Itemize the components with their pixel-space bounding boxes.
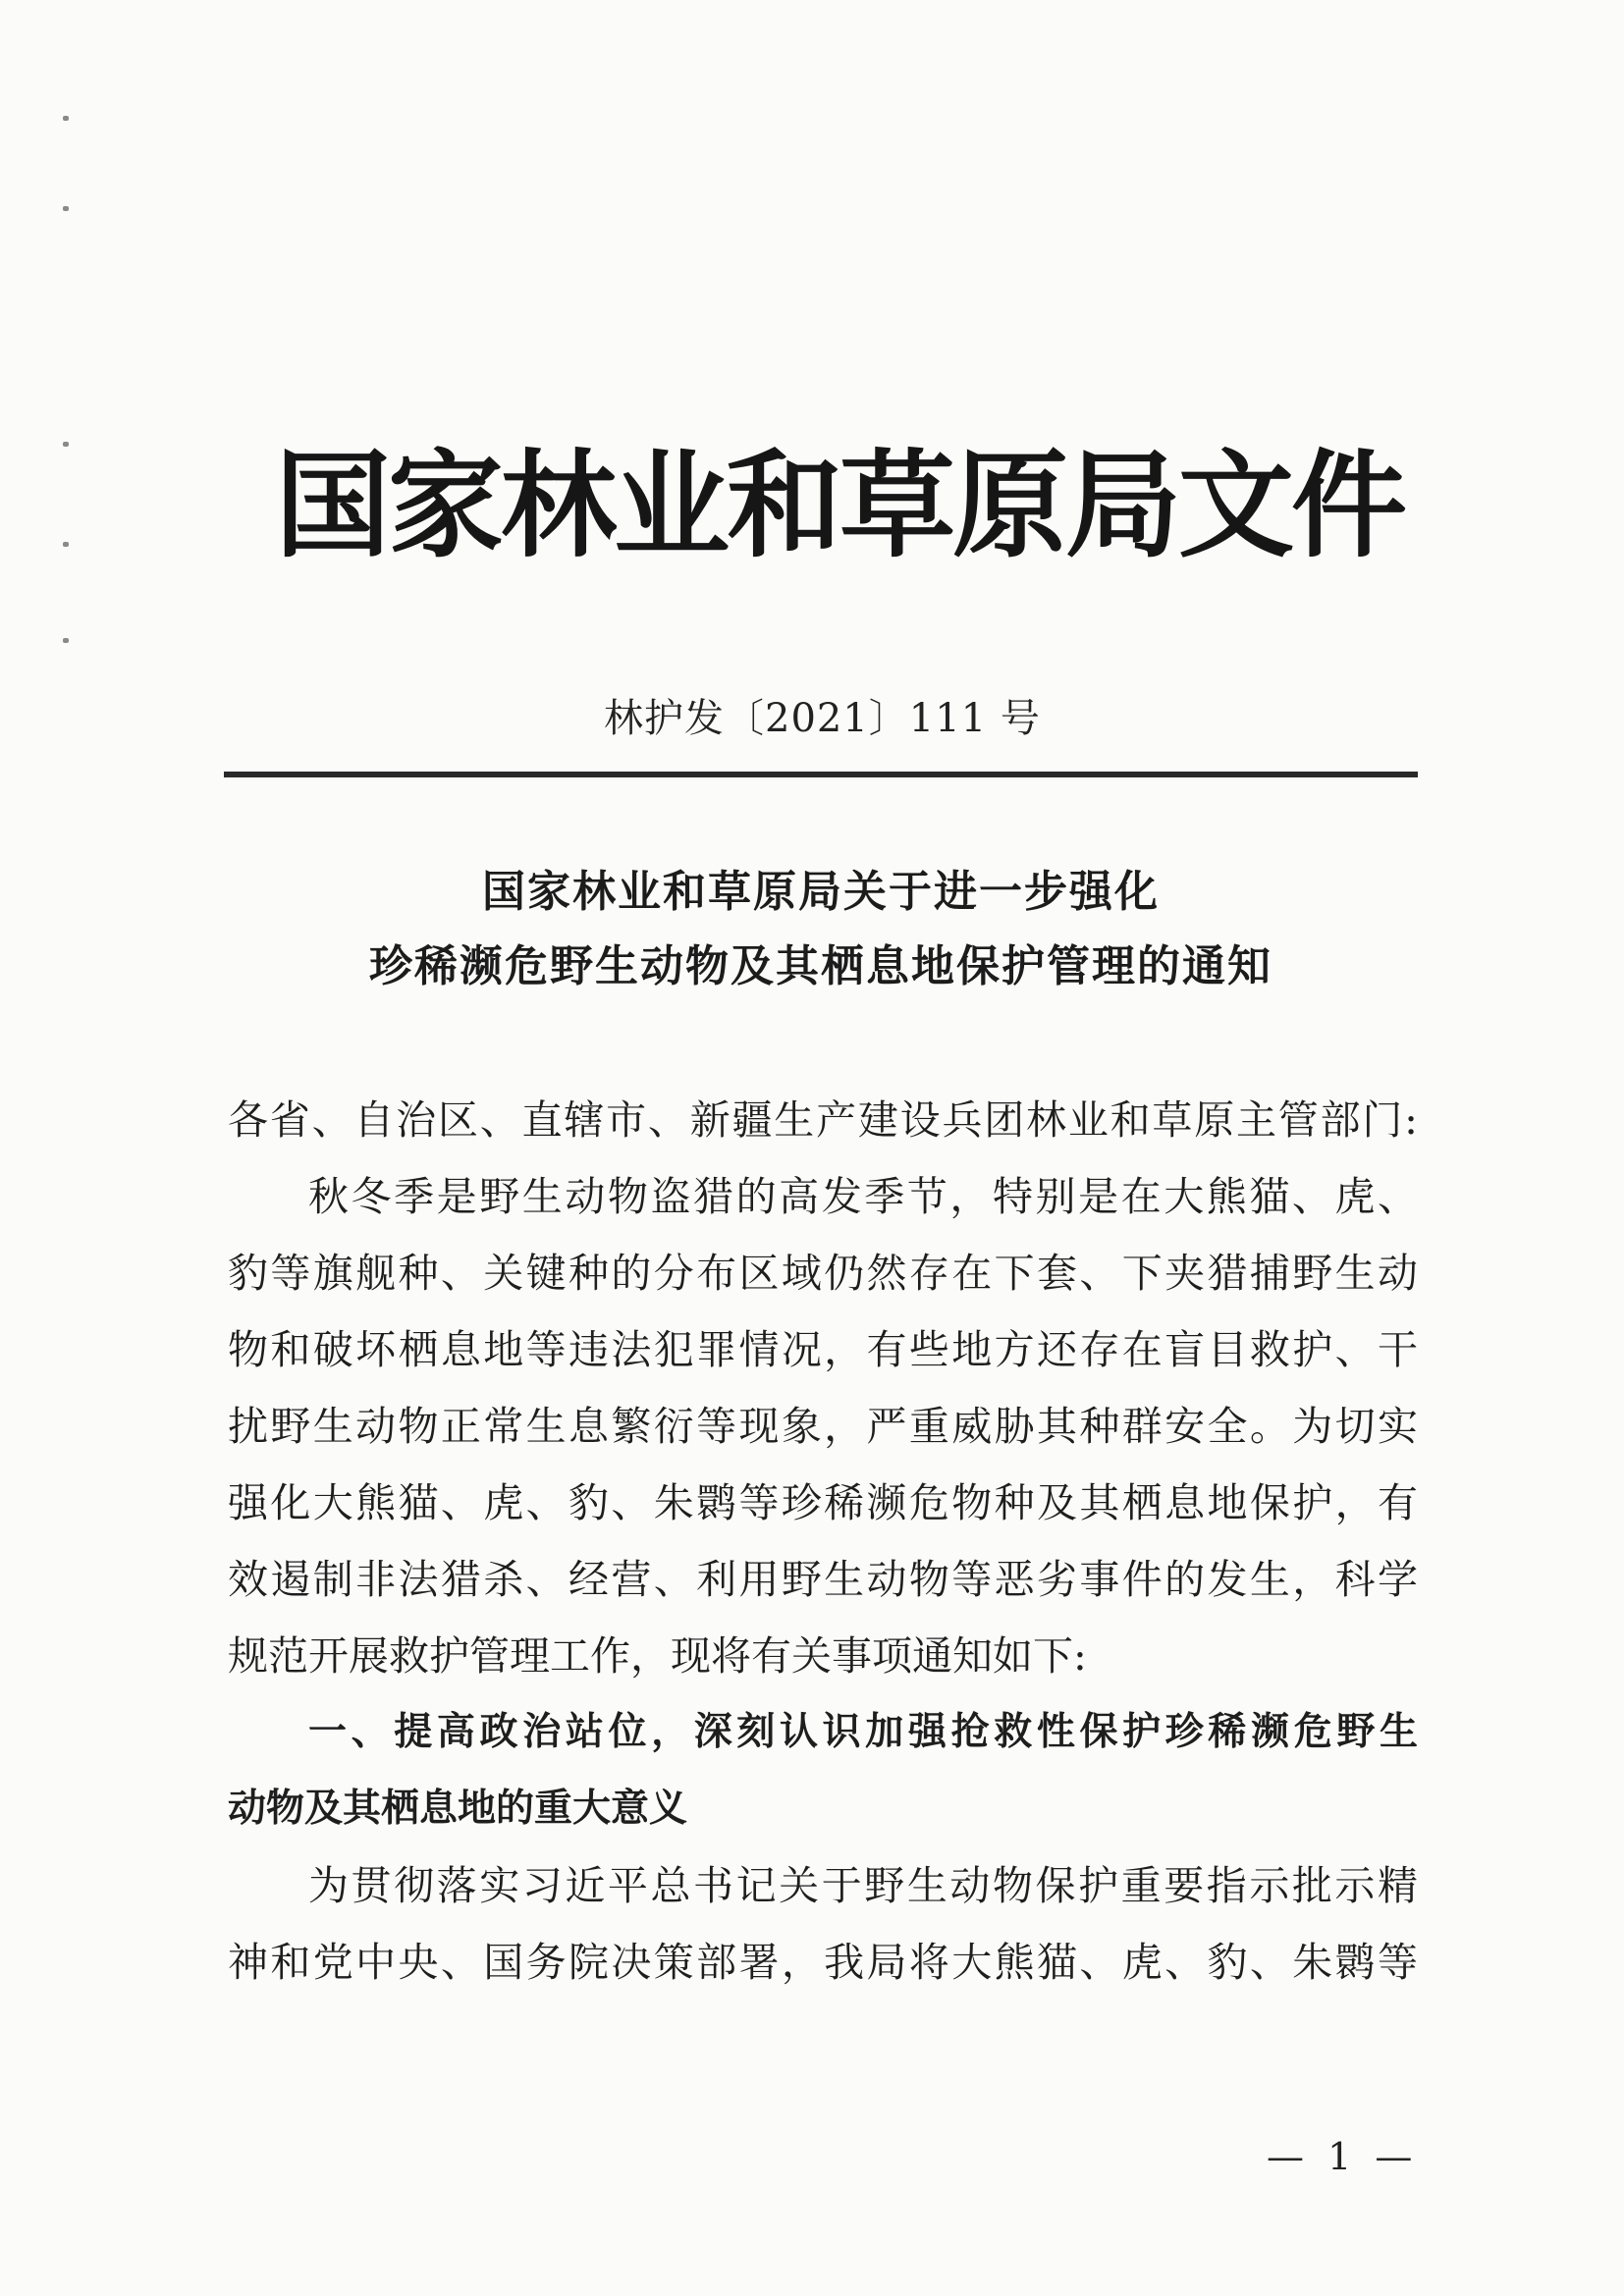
paragraph-line: 强化大熊猫、虎、豹、朱鹮等珍稀濒危物种及其栖息地保护，有 — [228, 1479, 1418, 1526]
document-number: 林护发〔2021〕111 号 — [604, 696, 1041, 741]
paragraph-line: 规范开展救护管理工作，现将有关事项通知如下: — [228, 1632, 1087, 1680]
paragraph-line: 为贯彻落实习近平总书记关于野生动物保护重要指示批示精 — [308, 1862, 1418, 1909]
scan-mark — [63, 442, 69, 447]
scan-mark — [63, 542, 69, 547]
paragraph-line: 物和破坏栖息地等违法犯罪情况，有些地方还存在盲目救护、干 — [228, 1326, 1418, 1373]
scan-mark — [63, 206, 69, 211]
notice-title-line-2: 珍稀濒危野生动物及其栖息地保护管理的通知 — [369, 941, 1272, 991]
section-heading-line: 动物及其栖息地的重大意义 — [228, 1787, 688, 1831]
issuer-header: 国家林业和草原局文件 — [275, 438, 1405, 573]
notice-title-line-1: 国家林业和草原局关于进一步强化 — [482, 867, 1160, 917]
salutation: 各省、自治区、直辖市、新疆生产建设兵团林业和草原主管部门: — [228, 1096, 1418, 1144]
section-heading-line: 一、提高政治站位，深刻认识加强抢救性保护珍稀濒危野生 — [308, 1710, 1418, 1754]
header-divider — [224, 772, 1418, 777]
paragraph-line: 神和党中央、国务院决策部署，我局将大熊猫、虎、豹、朱鹮等 — [228, 1939, 1418, 1986]
paragraph-line: 扰野生动物正常生息繁衍等现象，严重威胁其种群安全。为切实 — [228, 1403, 1418, 1450]
paragraph-line: 秋冬季是野生动物盗猎的高发季节，特别是在大熊猫、虎、 — [308, 1173, 1418, 1220]
scan-mark — [63, 638, 69, 643]
scan-mark — [63, 116, 69, 121]
paragraph-line: 效遏制非法猎杀、经营、利用野生动物等恶劣事件的发生，科学 — [228, 1556, 1418, 1603]
page-number: — 1 — — [1267, 2135, 1419, 2178]
paragraph-line: 豹等旗舰种、关键种的分布区域仍然存在下套、下夹猎捕野生动 — [228, 1250, 1418, 1297]
